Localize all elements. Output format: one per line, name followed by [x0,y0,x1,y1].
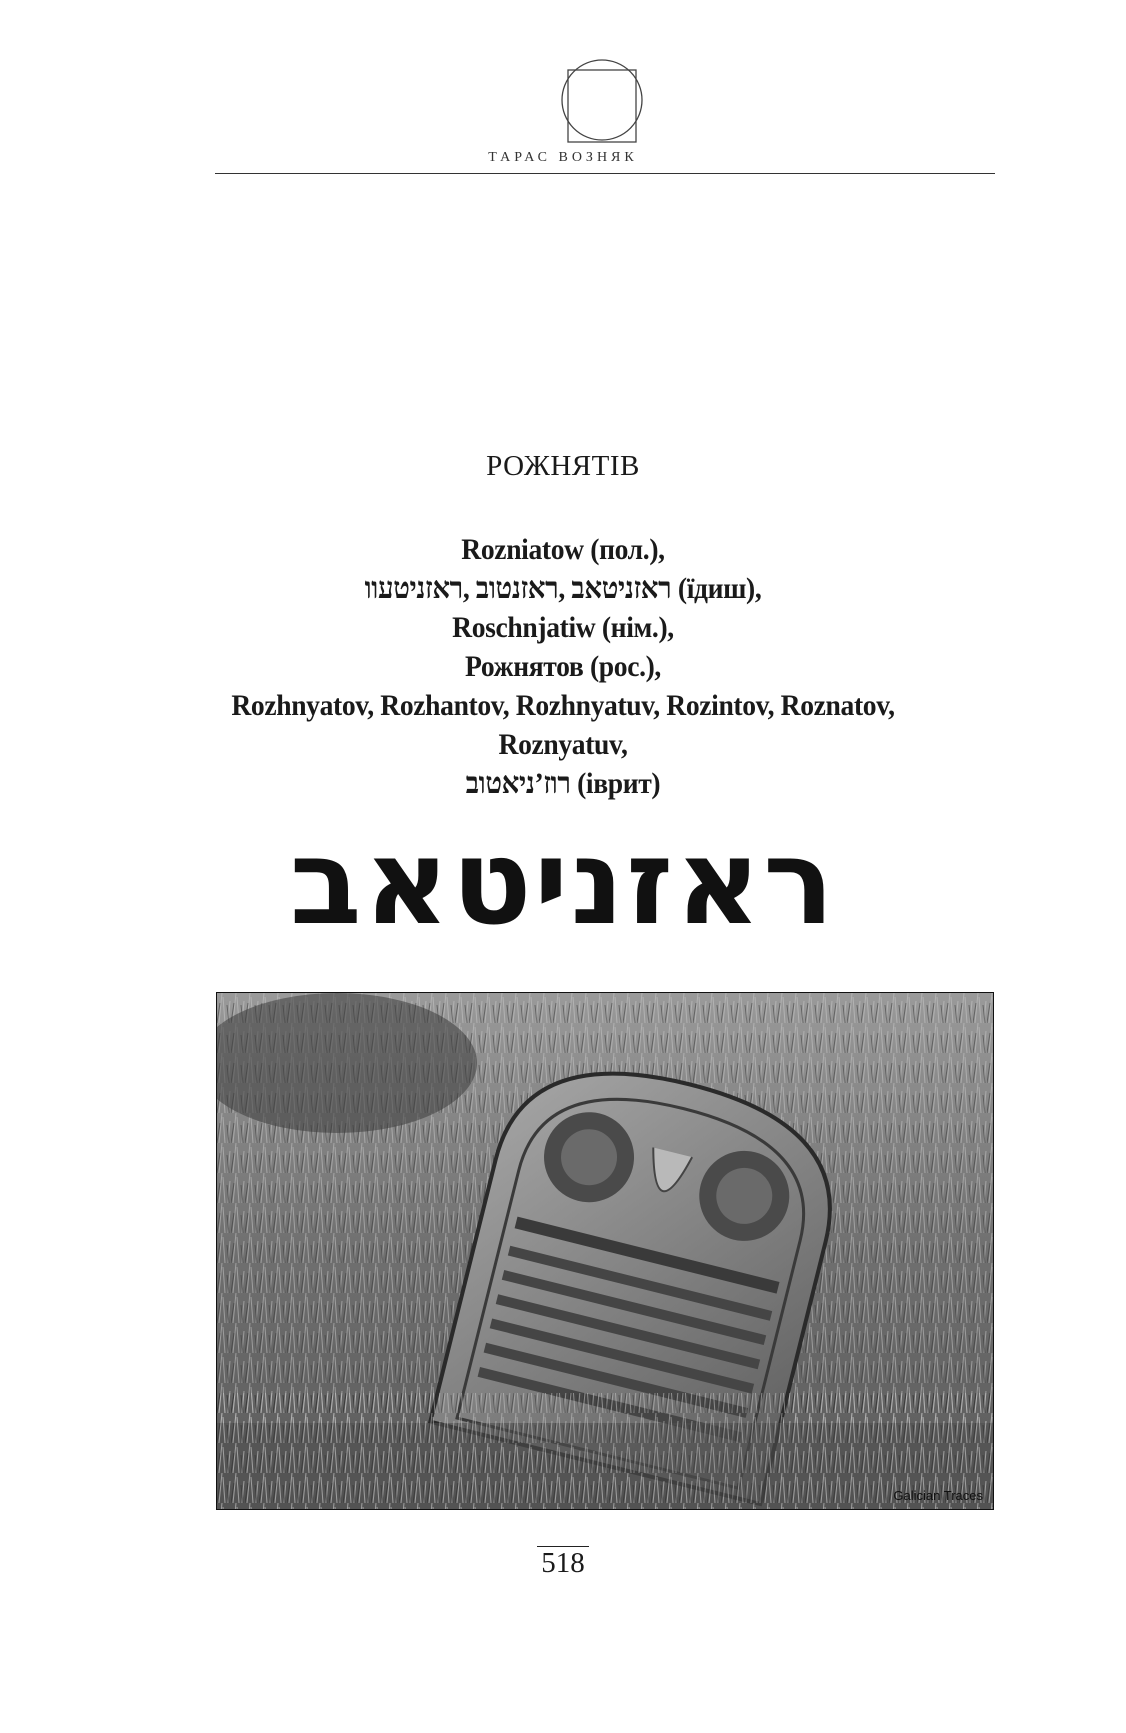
author-logo [558,58,646,146]
name-german: Roschnjatiw (нім.), [452,611,674,644]
name-variants-cont: Roznyatuv, [498,728,628,761]
name-variants: Rozhnyatov, Rozhantov, Rozhnyatuv, Rozintov, Roznatov, [231,689,895,722]
page-title: РОЖНЯТІВ [486,450,640,482]
header-rule [215,173,995,174]
photo-credit: Galician Traces [893,1488,983,1503]
alternative-names-block [0,530,1126,803]
running-header-author: ТАРАС ВОЗНЯК [488,150,638,165]
name-hebrew: רוז’ניאטוב (іврит) [465,767,661,800]
tombstone-photo [216,992,994,1510]
name-yiddish: ראזניטאב ,ראזנטוב ,ראזניטעוו (їдиш), [364,572,762,605]
name-russian: Рожнятов (рос.), [465,650,661,683]
page-number [0,1547,1126,1580]
page-number-text: 518 [537,1546,589,1579]
name-polish: Rozniatow (пол.), [461,533,665,566]
hebrew-title: ראזניטאב [289,813,837,951]
